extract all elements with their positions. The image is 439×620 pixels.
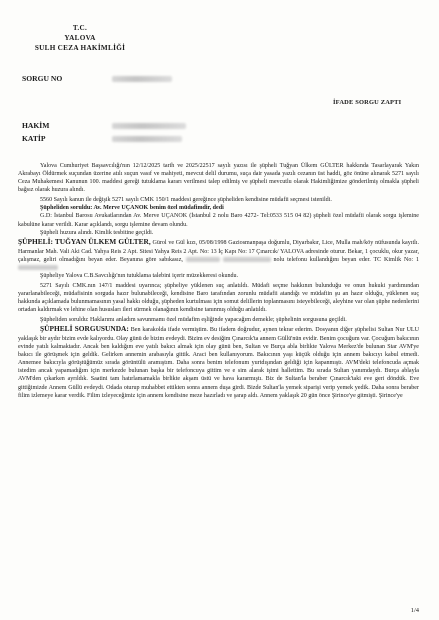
redacted-judge-name — [112, 123, 186, 129]
page-number: 1/4 — [410, 607, 419, 614]
paragraph-interrogation — [18, 325, 419, 399]
paragraph-counsel-request: 5560 Sayılı kanun ile değişik 5271 sayılı CMK 150/1 maddesi gereğince şüpheliden kendisine müdafii seçmesi istenildi. — [40, 197, 332, 204]
header-country: T.C. — [72, 24, 88, 32]
paragraph-counsel-answer: Şüpheliden soruldu: Av. Merve UÇANOK benim özel müdafimdir, dedi — [40, 205, 224, 212]
header-court: SULH CEZA HAKİMLİĞİ — [34, 44, 126, 52]
paragraph-rights-answer: Şüpheliden soruldu: Haklarımı anladım savunmamı özel müdafim eşliğinde yapacağım demekle; şüphelinin sorgusuna geçildi. — [40, 316, 347, 323]
judge-label: HAKİM — [22, 121, 50, 130]
document-title: İFADE SORGU ZAPTI — [333, 99, 402, 106]
clerk-label: KATİP — [22, 134, 46, 143]
document-body — [18, 162, 419, 400]
paragraph-warrant-read: Şüpheliye Yalova C.B.Savcılığı'nın tutuklama talebini içerir müzekkeresi okundu. — [40, 273, 239, 280]
file-number-label: SORGU NO — [22, 74, 63, 83]
redacted-tc-number — [18, 265, 58, 270]
interrogation-text: Ben karakolda ifade vermiştim. Bu ifadem doğrudur, aynen tekrar ederim. Dosyanın diğer şüphelisi Sultan Nur ULU yaklaşık bir aydır bizim evde kalıyordu. Olay günü de bizim evdeydi. Bizim ev desiğim Çınarcık'ta annem Güllü'nün evidir. Benim çocuğum var. Çocuğum bakıcının evinde yatılı kalmaktadır. Ancak ben kaldığım eve yatılı bakıcı almak için olay günü ben, Sultan ve Burça abla birlikte Yalova Merkez'de bulunan Star AVM'ye bakıcı ile görüşmek için geldik. Gelirken annemin arabasıyla gittik. Araci ben kullanıyorum. Bakıcının yaşı küçük olduğu için annem bakıcıyı kabul etmedi. Annemee bakıcıyla görüştüğümüz sırada görüntülü aramıştım. Daha sonra benim telefonum yurtdışından geldiği için kapanmıştı. AVM'deki telefoncuda açmak istedim ancak yapamadığım için merkezde bulunan başka bir telefoncuya gittim ve e sim alarak işimi hallettim. Bu sırada Sultan yanımdaydı. Burça ablayla AVM'den çıkarken ayrıldık. Saatini tam hatırlamamakla birlikte akşam üstü ve hava kararmıştı. Biz de Sultan'la beraber Çınarcık'taki eve geri döndük. Eve gittiğimizde Annem Güllü evdeydi. Odada oturup muhabbet ettikten sonra annem duşa girdi. Bizde Sultan'la yemek siparişi verip yemek yedik. Daha sonra beraber filim izlemeye karar verdik. Filim izleyeceğimiz için annem kendisine meze hazırladı ve şarap aldı. Annem yaklaşık 20 gün önce Şirince'ye gitmişti. Şirince'ye — [18, 327, 419, 399]
redacted-clerk-name — [112, 136, 182, 142]
redacted-file-number — [112, 76, 172, 82]
suspect-identity-text-end: nolu telefonu kullandığını beyan eder. TC Kimlik No: 1 — [273, 256, 419, 263]
paragraph-counsel-decision: G.D: İstanbul Barosu Avukatlarından Av. Merve UÇANOK (İstanbul 2 nolu Baro 4272- Tel:0533 515 04 82) şüpheli özel müdafii olarak sorgu işlemine kabulüne karar verildi. Karar açıklandı, sorgu işlemine devam olundu. — [18, 213, 419, 228]
suspect-identity-text: Gürol ve Gül kızı, 05/08/1998 Gaziosmanpaşa doğumlu, Diyarbakır, Lice, Mulla mah/köy nüfusunda kayıtlı. Harmanlar Mah. Vali Aki Cad. Yahya Reis 2 Apt. Sitesi Yahya Reis 2 Apt. No: 13 İç Kapı No: 17 Çınarcık/ YALOVA adresinde oturur. Bekar, 1 çocuklu, okur yazar, çalışmaz, geliri olmadığını beyan eder. Beyanına göre sabıkasız, — [18, 240, 419, 263]
paragraph-identity-start: Şüpheli huzura alındı. Kimlik tesbitine geçildi. — [40, 229, 154, 236]
header-city: YALOVA — [64, 34, 96, 42]
paragraph-request: Yalova Cumhuriyet Başsavcılığı'nın 12/12/2025 tarih ve 2025/22517 sayılı yazısı ile şüpheli Tuğyan Ülkem GÜLTER hakkında Tasarlayarak Yakın Akrabayı Öldürmek suçundan üzerine atılı suçun vasıf ve mahiyeti, mevcut delil durumu, suça dair yasada yazılı cezanın üst haddi, göz önüne alınarak 5271 sayılı Ceza Muhakemesi Kanunun 100. maddesi gereği tutuklama kararı verilmesi talep edilmiş ve şüpheli mevcutlu olarak Hakimliğimize gönderilmiş olmakla şüpheli bağsız olarak huzura alındı. — [18, 163, 419, 194]
paragraph-rights: 5271 Sayılı CMK.nın 147/1 maddesi uyarınca; şüpheliye yüklenen suç anlatıldı. Müdafi seçme hakkının bulunduğu ve onun hukuki yardımından yararlanabileceği, müdafisinin sorguda hazır bulunabileceği, kendisine Baro tarafından zorunlu müdafii atandığı ve müdafiin şu an hazır olduğu, yüklenen suç hakkında açıklamada bulunmamasının yasal hakkı olduğu, şüpheden kurtulması için somut delillerin toplanmasını isteyebileceği, aleyhine var olan şüphe nedenlerini ortadan kaldırmak ve lehine olan hususları ileri sürmek olanağının kendisine tanınmış olduğu anlatıldı. — [18, 282, 419, 314]
interrogation-heading: ŞÜPHELİ SORGUSUNDA: — [40, 324, 129, 334]
redacted-phone — [223, 257, 271, 262]
paragraph-identity — [18, 238, 419, 272]
redacted-criminal-record — [186, 257, 220, 262]
suspect-identity-heading: ŞÜPHELİ: TUĞYAN ÜLKEM GÜLTER, — [18, 237, 151, 247]
